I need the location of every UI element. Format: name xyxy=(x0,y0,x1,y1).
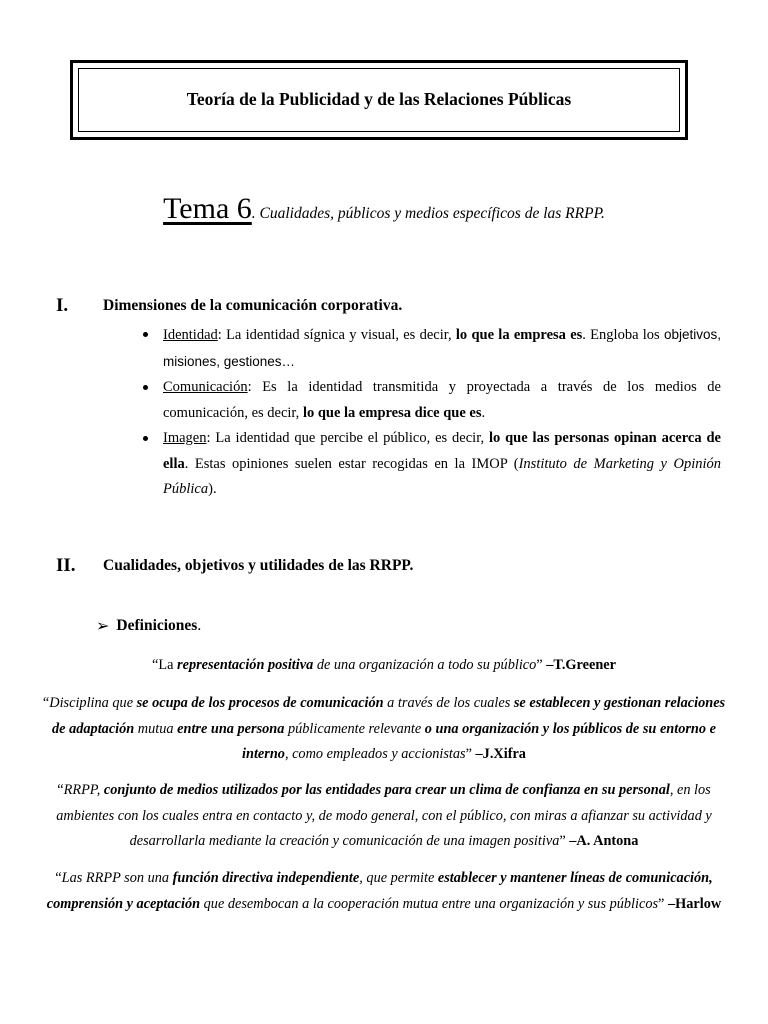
quote-text: , como empleados y accionistas xyxy=(284,746,466,762)
quote-text: “ xyxy=(42,695,50,711)
quote-emphasis: entre una persona xyxy=(177,720,285,737)
section-1-bullet-list xyxy=(163,322,721,503)
bullet-text: ). xyxy=(208,481,217,497)
quote-text: a través de los cuales xyxy=(383,695,514,711)
definitions-dot: . xyxy=(197,617,202,634)
header-box xyxy=(70,60,688,140)
bullet-text: : La identidad sígnica y visual, es decir, xyxy=(217,327,456,343)
quote-text: “ xyxy=(57,782,64,798)
quote-emphasis: se establecen y gestionan relaciones de adaptación xyxy=(52,695,726,737)
quote-author: –T.Greener xyxy=(546,657,616,673)
quote-author: –J.Xifra xyxy=(475,746,526,762)
quote-text: Las RRPP son una xyxy=(61,870,173,886)
quote-greener xyxy=(40,653,728,679)
section-2-title: Cualidades, objetivos y utilidades de las RRPP. xyxy=(103,557,414,574)
quote-text: , en los ambientes con los cuales entra en contacto y, de modo general, con el público, con miras a afianzar su actividad y desarrollarla mediante la creación y comunicación de una imagen positiva xyxy=(56,782,712,849)
quote-xifra xyxy=(40,691,728,768)
quote-antona xyxy=(40,778,728,855)
term-identidad: Identidad xyxy=(163,327,218,343)
bullet-text: . xyxy=(481,404,486,421)
topic-subtitle: Cualidades, públicos y medios específicos de las RRPP. xyxy=(255,205,605,222)
quote-emphasis: se ocupa de los procesos de comunicación xyxy=(136,695,384,711)
quote-text: RRPP, xyxy=(63,782,104,798)
term-imagen: Imagen xyxy=(163,430,207,446)
quote-emphasis: función directiva independiente xyxy=(172,870,360,886)
bullet-imagen xyxy=(163,426,721,503)
bullet-emphasis: lo que la empresa dice que es xyxy=(302,404,482,421)
term-comunicacion: Comunicación xyxy=(163,379,248,395)
quote-text: que desembocan a la cooperación mutua entre una organización y sus públicos xyxy=(200,895,659,912)
page-header-title: Teoría de la Publicidad y de las Relaciones Públicas xyxy=(186,89,572,109)
quote-text: , que permite xyxy=(359,870,438,886)
topic-dot: . xyxy=(251,205,256,222)
bullet-text: . Engloba los xyxy=(582,327,664,343)
quote-text: ” xyxy=(658,895,668,912)
quote-text: ” xyxy=(536,657,547,673)
definitions-label: Definiciones xyxy=(116,617,198,634)
quote-text: mutua xyxy=(134,720,178,737)
section-1-title: Dimensiones de la comunicación corporativa. xyxy=(103,297,403,314)
quote-harlow xyxy=(40,866,728,917)
quote-text: Disciplina que xyxy=(49,695,137,711)
quote-text: “ xyxy=(55,870,62,886)
bullet-text: . Estas opiniones suelen estar recogidas en la IMOP ( xyxy=(184,455,519,472)
topic-number: Tema 6 xyxy=(163,192,252,225)
quote-author: –A. Antona xyxy=(569,833,639,849)
bullet-emphasis: lo que las personas opinan acerca de ella xyxy=(163,430,721,472)
bullet-text-sans: objetivos, misiones, gestiones… xyxy=(163,327,722,369)
quote-text: ” xyxy=(559,833,570,849)
bullet-identidad xyxy=(163,322,721,375)
arrow-bullet-icon: ➢ xyxy=(96,618,110,635)
quote-author: –Harlow xyxy=(667,895,722,912)
bullet-emphasis: lo que la empresa es xyxy=(455,327,583,343)
bullet-text: : La identidad que percibe el público, es decir, xyxy=(206,430,489,446)
quote-text: públicamente relevante xyxy=(284,720,425,737)
quote-text: ” xyxy=(465,746,476,762)
quote-emphasis: o una organización y los públicos de su entorno e interno xyxy=(242,720,716,762)
quote-emphasis: establecer y mantener líneas de comunicación, comprensión y aceptación xyxy=(46,870,713,912)
section-2-number: II. xyxy=(56,555,76,576)
quote-text: “La xyxy=(152,657,178,673)
definitions-heading xyxy=(96,616,201,636)
bullet-comunicacion xyxy=(163,375,721,426)
bullet-italic: Instituto de Marketing y Opinión Pública xyxy=(163,455,721,497)
section-1-number: I. xyxy=(56,295,69,316)
bullet-text: : Es la identidad transmitida y proyectada a través de los medios de comunicación, es decir, xyxy=(163,379,721,421)
quote-emphasis: representación positiva xyxy=(177,657,314,673)
quote-emphasis: conjunto de medios utilizados por las entidades para crear un clima de confianza en su personal xyxy=(103,782,670,798)
topic-heading xyxy=(0,192,768,226)
quote-text: de una organización a todo su público xyxy=(313,657,537,673)
